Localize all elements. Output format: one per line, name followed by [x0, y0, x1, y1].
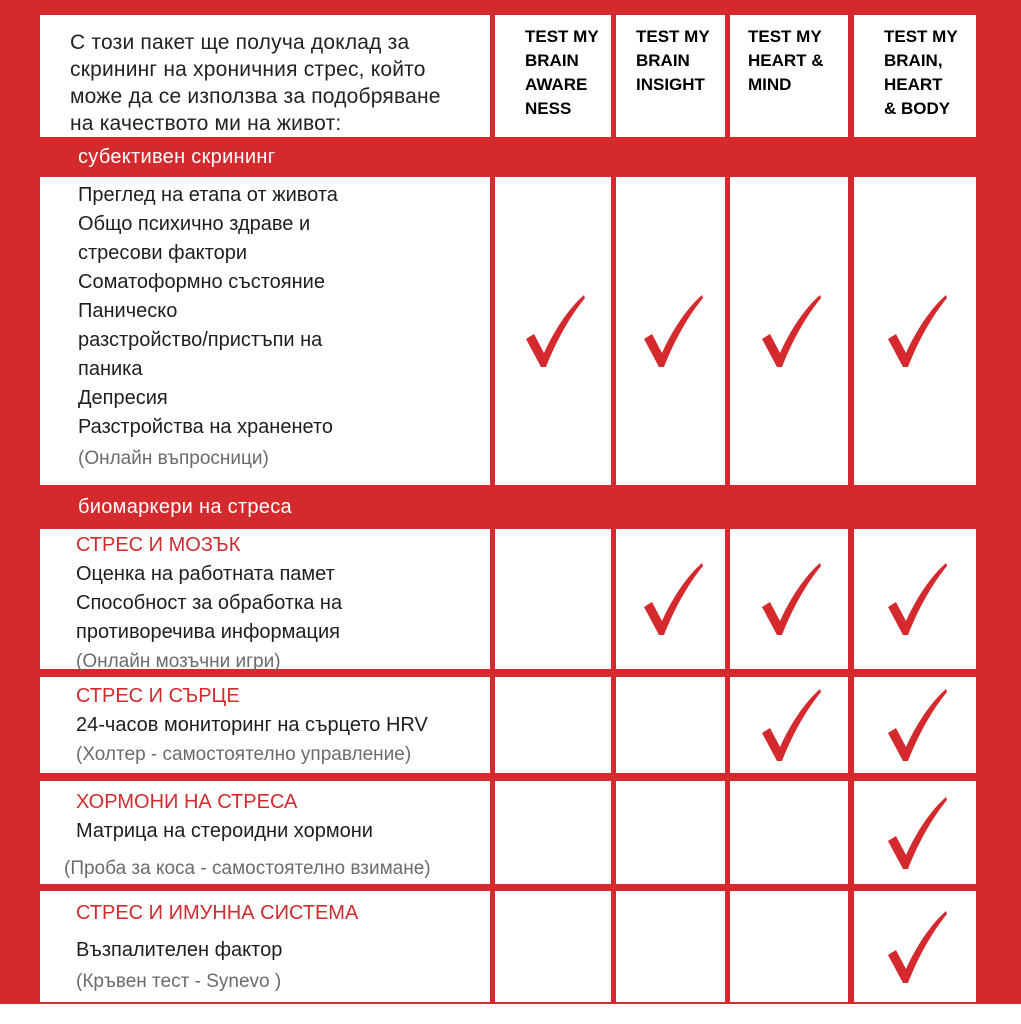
- plan-cell: [616, 781, 725, 884]
- checkmark-icon: [642, 561, 704, 637]
- plan-cell: [495, 529, 611, 669]
- row-heading: СТРЕС И МОЗЪК: [76, 534, 241, 556]
- intro-text-cell: [40, 15, 490, 137]
- row-note: (Проба за коса - самостоятелно взимане): [64, 858, 431, 879]
- plan-cell: [616, 891, 725, 1002]
- checkmark-icon: [886, 909, 948, 985]
- bottom-strip: [0, 1004, 1021, 1024]
- plan-cell: [495, 781, 611, 884]
- checkmark-icon: [524, 293, 586, 369]
- checkmark-icon: [642, 293, 704, 369]
- plan-cell: [854, 781, 976, 884]
- intro-line: на качеството ми на живот:: [70, 112, 342, 135]
- section-title-biomarkers: биомаркери на стреса: [78, 496, 292, 518]
- plan-cell: [854, 529, 976, 669]
- checkmark-icon: [886, 293, 948, 369]
- row-item-line: паника: [78, 358, 143, 380]
- plan-label-line: MIND: [748, 75, 792, 94]
- checkmark-icon: [886, 687, 948, 763]
- plan-cell: [495, 177, 611, 485]
- plan-cell: [854, 177, 976, 485]
- plan-cell: [730, 177, 848, 485]
- row-stress-brain: [40, 529, 490, 672]
- checkmark-icon: [886, 561, 948, 637]
- checkmark-icon: [760, 293, 822, 369]
- row-subjective-screening: [40, 177, 490, 485]
- plan-label-line: INSIGHT: [636, 75, 705, 94]
- row-note: (Кръвен тест - Synevo ): [76, 971, 282, 992]
- plan-label-line: BRAIN: [636, 51, 690, 70]
- intro-line: С този пакет ще получа доклад за: [70, 31, 410, 54]
- row-item-line: противоречива информация: [76, 621, 340, 643]
- row-item-line: Възпалителен фактор: [76, 939, 283, 961]
- plan-cell: [495, 677, 611, 773]
- plan-label-line: & BODY: [884, 99, 951, 118]
- plan-header-brain-awareness: [495, 15, 611, 137]
- plan-label-line: AWARE: [525, 75, 588, 94]
- plan-cell: [854, 891, 976, 1002]
- plan-cell: [730, 781, 848, 884]
- intro-line: може да се използва за подобряване: [70, 85, 441, 108]
- row-item-line: Соматоформно състояние: [78, 271, 325, 293]
- plan-label-line: NESS: [525, 99, 572, 118]
- plan-label-line: BRAIN,: [884, 51, 943, 70]
- row-item-line: Разстройства на храненето: [78, 416, 334, 438]
- row-note: (Онлайн въпросници): [78, 448, 269, 469]
- row-item-line: стресови фактори: [78, 242, 248, 264]
- row-note: (Онлайн мозъчни игри): [76, 651, 281, 672]
- plan-cell: [616, 677, 725, 773]
- row-item-line: Паническо: [78, 300, 178, 322]
- checkmark-icon: [760, 687, 822, 763]
- row-item-line: Депресия: [78, 387, 168, 409]
- plan-label-line: TEST MY: [748, 27, 822, 46]
- checkmark-icon: [760, 561, 822, 637]
- row-item-line: Матрица на стероидни хормони: [76, 820, 373, 842]
- section-title-subjective: субективен скрининг: [78, 146, 276, 168]
- plan-cell: [854, 677, 976, 773]
- plan-label-line: HEART &: [748, 51, 824, 70]
- row-note: (Холтер - самостоятелно управление): [76, 744, 412, 765]
- plan-cell: [730, 529, 848, 669]
- plan-cell: [730, 677, 848, 773]
- row-stress-immune: [40, 891, 490, 1002]
- row-stress-hormones: [40, 781, 490, 884]
- plan-label-line: TEST MY: [884, 27, 958, 46]
- plan-header-brain-heart-body: [854, 15, 976, 137]
- plan-cell: [616, 529, 725, 669]
- row-item-line: Преглед на етапа от живота: [78, 184, 338, 206]
- plan-cell: [616, 177, 725, 485]
- row-item-line: Общо психично здраве и: [78, 213, 311, 235]
- checkmark-icon: [886, 795, 948, 871]
- row-item-line: 24-часов мониторинг на сърцето HRV: [76, 714, 428, 736]
- plan-label-line: HEART: [884, 75, 943, 94]
- row-item-line: разстройство/пристъпи на: [78, 329, 323, 351]
- plan-header-brain-insight: [616, 15, 725, 137]
- intro-line: скрининг на хроничния стрес, който: [70, 58, 426, 81]
- plan-label-line: TEST MY: [525, 27, 599, 46]
- plan-label-line: TEST MY: [636, 27, 710, 46]
- row-heading: ХОРМОНИ НА СТРЕСА: [76, 791, 298, 813]
- plan-cell: [495, 891, 611, 1002]
- row-item-line: Способност за обработка на: [76, 592, 343, 614]
- row-heading: СТРЕС И СЪРЦЕ: [76, 685, 240, 707]
- row-item-line: Оценка на работната памет: [76, 563, 335, 585]
- row-heading: СТРЕС И ИМУННА СИСТЕМА: [76, 902, 359, 924]
- plan-header-heart-mind: [730, 15, 848, 137]
- plan-cell: [730, 891, 848, 1002]
- plan-label-line: BRAIN: [525, 51, 579, 70]
- row-stress-heart: [40, 677, 490, 773]
